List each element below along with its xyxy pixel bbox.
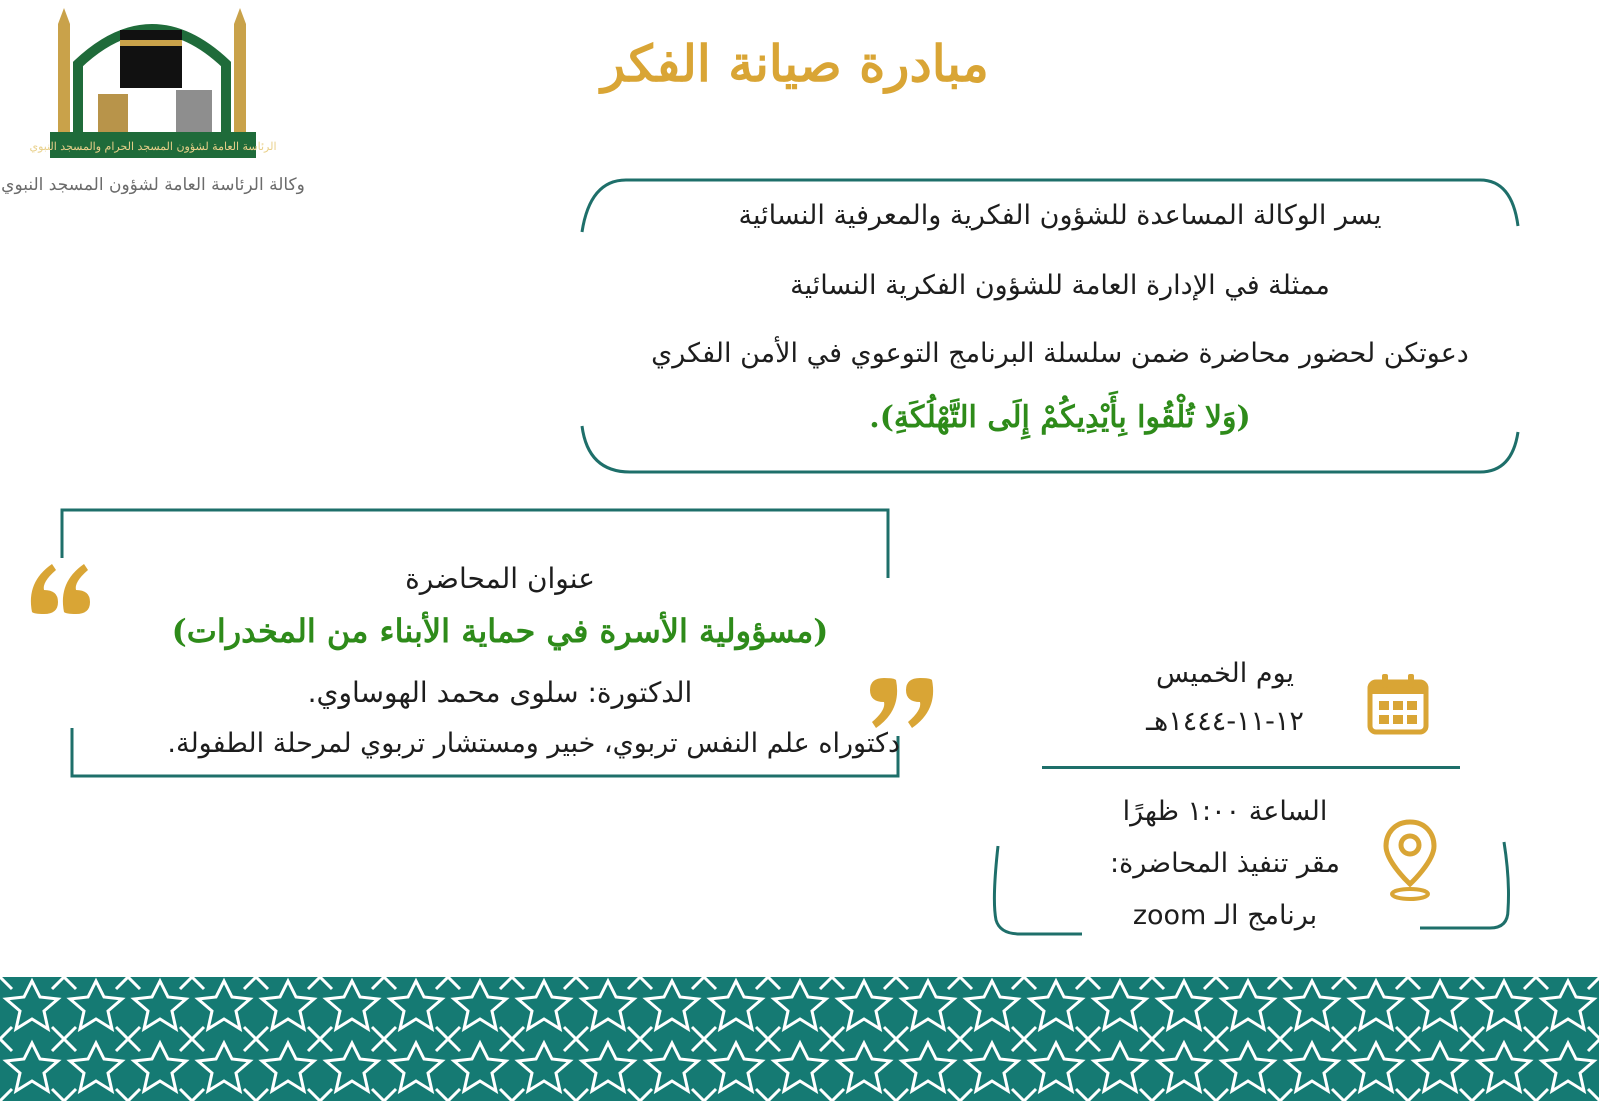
logo [1, 4, 305, 204]
lecturer-credentials: دكتوراه علم النفس تربوي، خبير ومستشار تربوي لمرحلة الطفولة. [167, 728, 900, 759]
logo-ribbon-text: الرئاسة العامة لشؤون المسجد الحرام والمسجد النبوي [29, 140, 277, 153]
decorative-pattern [0, 977, 1599, 1101]
page-title: مبادرة صيانة الفكر [601, 34, 989, 93]
event-day: يوم الخميس [1155, 658, 1295, 689]
quote-close-icon [866, 676, 938, 732]
info-divider [1042, 766, 1460, 769]
intro-line-2: ممثلة في الإدارة العامة للشؤون الفكرية النسائية [790, 270, 1330, 301]
venue-frame [990, 840, 1530, 940]
lecture-heading: عنوان المحاضرة [405, 562, 595, 595]
quran-verse: (وَلا تُلْقُوا بِأَيْدِيكُمْ إِلَى التَّهْلُكَةِ). [869, 400, 1251, 435]
venue-label: مقر تنفيذ المحاضرة: [1110, 848, 1340, 879]
event-date: ١٢-١١-١٤٤٤هـ [1146, 706, 1304, 737]
quote-open-icon [28, 560, 94, 616]
lecture-title: (مسؤولية الأسرة في حماية الأبناء من المخدرات) [171, 612, 829, 650]
intro-line-1: يسر الوكالة المساعدة للشؤون الفكرية والمعرفية النسائية [738, 200, 1382, 231]
event-time: الساعة ١:٠٠ ظهرًا [1122, 796, 1328, 827]
intro-line-3: دعوتكن لحضور محاضرة ضمن سلسلة البرنامج التوعوي في الأمن الفكري [651, 338, 1469, 369]
venue-platform: برنامج الـ zoom [1132, 900, 1318, 931]
lecturer-name: الدكتورة: سلوى محمد الهوساوي. [307, 676, 693, 709]
logo-caption-text: وكالة الرئاسة العامة لشؤون المسجد النبوي [1, 175, 305, 195]
calendar-icon [1366, 672, 1430, 736]
